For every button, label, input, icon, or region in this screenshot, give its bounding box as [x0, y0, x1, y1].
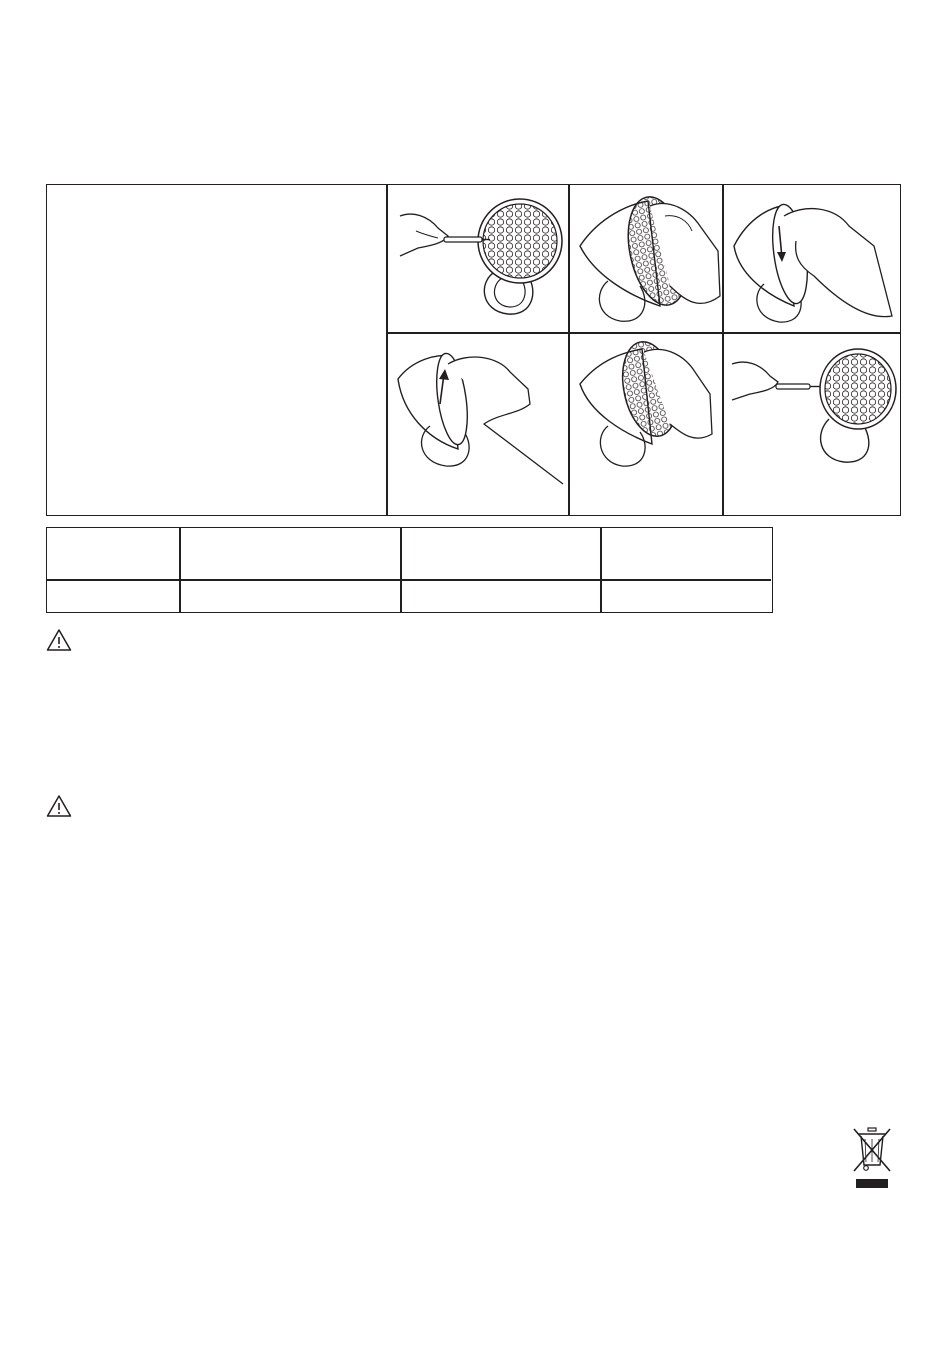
spec-table — [46, 527, 773, 613]
screwdriver-removing-filter-icon — [388, 186, 568, 332]
warning-block — [46, 794, 901, 822]
table-header-cell — [406, 534, 596, 574]
table-cell — [53, 584, 173, 608]
warning-block — [46, 628, 901, 656]
hand-rotating-filter-up-icon — [388, 334, 568, 515]
step-2-illustration — [570, 186, 722, 332]
warning-triangle-icon — [46, 794, 72, 818]
hand-removing-filter-icon — [570, 186, 722, 332]
screwdriver-fixing-filter-icon — [724, 334, 900, 515]
table-cell — [406, 584, 596, 608]
step-1-illustration — [388, 186, 568, 332]
hand-inserting-filter-icon — [570, 334, 722, 515]
hand-rotating-filter-down-icon — [724, 186, 900, 332]
step-3-illustration — [724, 186, 900, 332]
table-cell — [606, 584, 766, 608]
table-header-cell — [53, 534, 173, 574]
step-5-illustration — [570, 334, 722, 515]
warning-triangle-icon — [46, 628, 72, 652]
table-cell — [185, 584, 395, 608]
step-4-illustration — [388, 334, 568, 515]
instruction-text — [57, 195, 377, 505]
table-header-cell — [606, 534, 766, 574]
crossed-out-wheelie-bin-icon — [850, 1125, 894, 1189]
instruction-panel — [46, 184, 901, 516]
table-header-cell — [185, 534, 395, 574]
step-6-illustration — [724, 334, 900, 515]
